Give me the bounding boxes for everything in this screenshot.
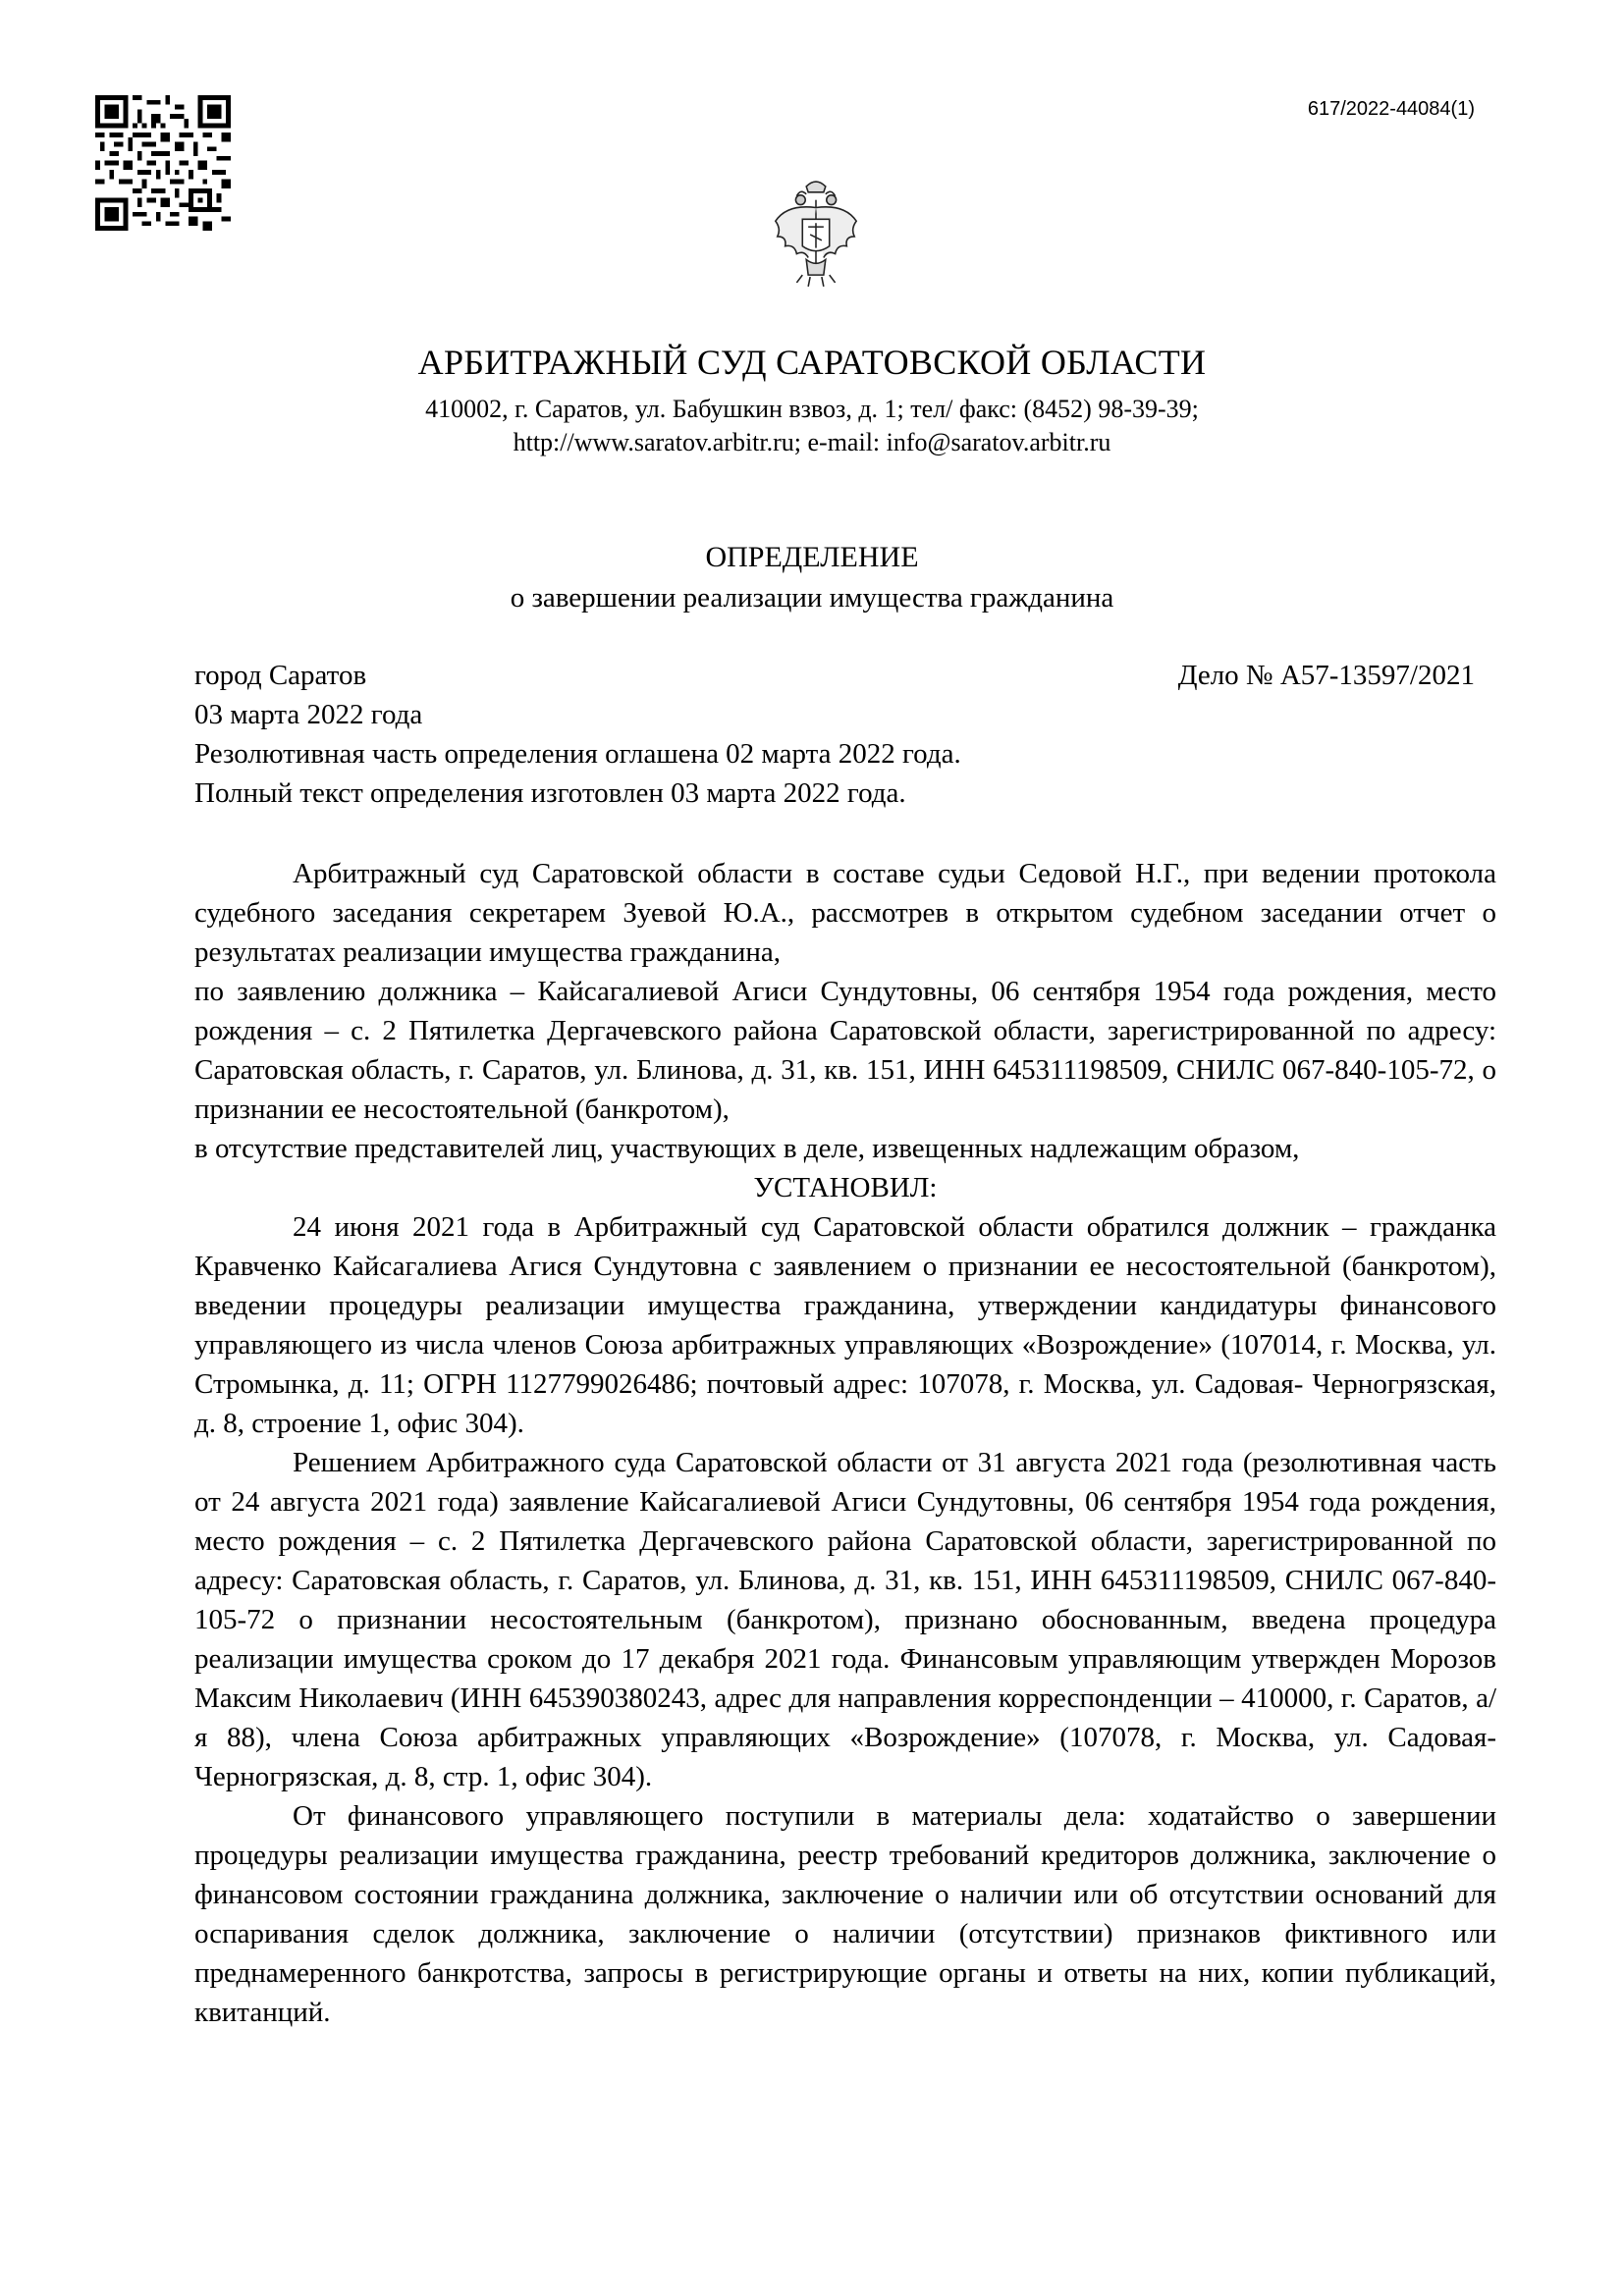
city: город Саратов — [194, 660, 367, 691]
established-heading: УСТАНОВИЛ: — [753, 1172, 938, 1203]
paragraph-1: 24 июня 2021 года в Арбитражный суд Саратовской области обратился должник – гражданка Кравченко Кайсагалиева Агися Сундутовна с заявлением о признании ее несостоятельной (банкротом), введении процедуры реализации имущества гражданина, утверждении кандидатуры финансового управляющего из числа членов Союза арбитражных управляющих «Возрождение» (107014, г. Москва, ул. Стромынка, д. 11; ОГРН 1127799026486; почтовый адрес: 107078, г. Москва, ул. Садовая- Черногрязская, д. 8, строение 1, офис 304). — [194, 1211, 1496, 1439]
paragraph-3: От финансового управляющего поступили в материалы дела: ходатайство о завершении процедуры реализации имущества гражданина, реестр требований кредиторов должника, заключение о финансовом состоянии гражданина должника, заключение о наличии или об отсутствии оснований для оспаривания сделок должника, заключение о наличии (отсутствии) признаков фиктивного или преднамеренного банкротства, запросы в регистрирующие органы и ответы на них, копии публикаций, квитанций. — [194, 1800, 1496, 2028]
document-subtitle: о завершении реализации имущества гражданина — [510, 582, 1114, 614]
document-body — [194, 854, 1496, 2032]
paragraph-2: Решением Арбитражного суда Саратовской области от 31 августа 2021 года (резолютивная часть от 24 августа 2021 года) заявление Кайсагалиевой Агиси Сундутовны, 06 сентября 1954 года рождения, место рождения – с. 2 Пятилетка Дергачевского района Саратовской области, зарегистрированной по адресу: Саратовская область, г. Саратов, ул. Блинова, д. 31, кв. 151, ИНН 645311198509, СНИЛС 067-840-105-72 о признании несостоятельным (банкротом), признано обоснованным, введена процедура реализации имущества сроком до 17 декабря 2021 года. Финансовым управляющим утвержден Морозов Максим Николаевич (ИНН 645390380243, адрес для направления корреспонденции – 410000, г. Саратов, а/я 88), члена Союза арбитражных управляющих «Возрождение» (107078, г. Москва, ул. Садовая-Черногрязская, д. 8, стр. 1, офис 304). — [194, 1447, 1496, 1792]
document-title: ОПРЕДЕЛЕНИЕ — [705, 541, 919, 573]
intro-paragraph: Арбитражный суд Саратовской области в составе судьи Седовой Н.Г., при ведении протокола судебного заседания секретарем Зуевой Ю.А., рассмотрев в открытом судебном заседании отчет о результатах реализации имущества гражданина, — [194, 858, 1496, 968]
coat-of-arms-emblem — [768, 175, 864, 291]
case-number: Дело № А57-13597/2021 — [1177, 660, 1475, 691]
absence-paragraph: в отсутствие представителей лиц, участвующих в деле, извещенных надлежащим образом, — [194, 1133, 1300, 1164]
resolution-date-line: Резолютивная часть определения оглашена 02 марта 2022 года. — [194, 738, 961, 770]
document-date: 03 марта 2022 года — [194, 699, 423, 730]
court-contacts: http://www.saratov.arbitr.ru; e-mail: info@saratov.arbitr.ru — [513, 428, 1111, 456]
court-name: АРБИТРАЖНЫЙ СУД САРАТОВСКОЙ ОБЛАСТИ — [417, 343, 1207, 382]
document-number: 617/2022-44084(1) — [1307, 98, 1475, 120]
qr-code — [95, 95, 231, 231]
applicant-paragraph: по заявлению должника – Кайсагалиевой Агиси Сундутовны, 06 сентября 1954 года рождения, место рождения – с. 2 Пятилетка Дергачевского района Саратовской области, зарегистрированной по адресу: Саратовская область, г. Саратов, ул. Блинова, д. 31, кв. 151, ИНН 645311198509, СНИЛС 067-840-105-72, о признании ее несостоятельной (банкротом), — [194, 976, 1496, 1125]
full-text-date-line: Полный текст определения изготовлен 03 марта 2022 года. — [194, 777, 906, 809]
court-address: 410002, г. Саратов, ул. Бабушкин взвоз, д. 1; тел/ факс: (8452) 98-39-39; — [425, 395, 1199, 423]
